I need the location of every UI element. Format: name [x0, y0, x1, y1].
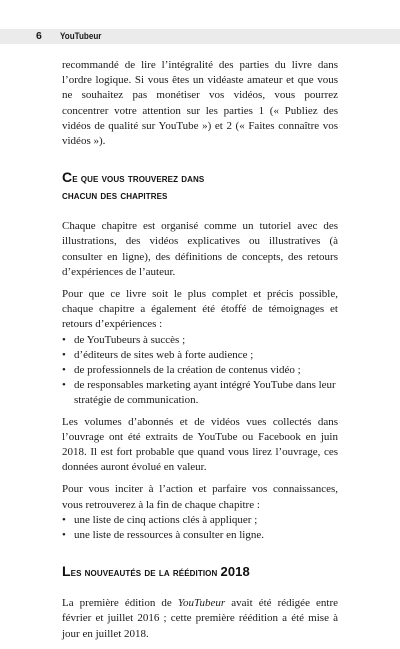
heading-year: 2018	[220, 564, 250, 580]
list-item: • de YouTubeurs à succès ;	[62, 333, 338, 348]
data-source-paragraph: Les volumes d’abonnés et de vidéos vues collectés dans l’ouvrage ont été extraits de YouTube ou Facebook en juin 2018. Il est fort probable que quand vous lirez l’ouvrage, ces données auront évolué en valeur.	[62, 415, 338, 474]
list-item: • d’éditeurs de sites web à forte audience ;	[62, 348, 338, 363]
end-of-chapter-paragraph: Pour vous inciter à l’action et parfaire vos connaissances, vous retrouverez à la fin de chaque chapitre :	[62, 483, 338, 511]
bullet-icon: •	[62, 529, 66, 542]
bullet-icon: •	[62, 513, 66, 526]
new-edition-paragraph: La première édition de YouTubeur avait été rédigée entre février et juillet 2016 ; cette première réédition a été mise à jour en juillet 2018.	[62, 597, 338, 640]
heading-line-2: chacun des chapitres	[62, 190, 168, 203]
bullet-icon: •	[62, 379, 66, 392]
running-title: YouTubeur	[60, 31, 102, 42]
bullet-icon: •	[62, 333, 66, 346]
heading-text: es nouveautés de la réédition	[70, 567, 218, 580]
heading-initial: C	[62, 169, 73, 186]
intro-paragraph: recommandé de lire l’intégralité des parties du livre dans l’ordre logique. Si vous êtes un vidéaste amateur et que vous ne souhaitez pas monétiser vos vidéos, vous pourrez concentrer votre attention sur les parties 1 (« Publiez des vidéos de qualité sur YouTube ») et 2 (« Faites connaître vos vidéos »).	[62, 59, 338, 148]
page-body	[62, 58, 338, 649]
chapter-structure-paragraph: Chaque chapitre est organisé comme un tutoriel avec des illustrations, des vidéos explicatives ou illustratives (à consulter en ligne), des définitions de concepts, des retours d’expériences de l’auteur.	[62, 220, 338, 278]
heading-initial: L	[62, 563, 71, 580]
section-heading-new-edition	[62, 563, 338, 582]
section-heading-contents	[62, 169, 338, 205]
list-item: • de responsables marketing ayant intégré YouTube dans leur stratégie de communication.	[62, 379, 336, 407]
list-item: • de professionnels de la création de contenus vidéo ;	[62, 363, 338, 378]
bullet-icon: •	[62, 364, 66, 377]
running-header	[0, 29, 400, 44]
page-number: 6	[36, 30, 42, 42]
testimonials-intro-paragraph: Pour que ce livre soit le plus complet et précis possible, chaque chapitre a également été étoffé de témoignages et retours d’expériences :	[62, 288, 338, 331]
testimonials-list	[62, 333, 338, 409]
list-item: • une liste de ressources à consulter en ligne.	[62, 528, 338, 543]
bullet-icon: •	[62, 348, 66, 361]
book-title: YouTubeur	[177, 597, 226, 610]
end-of-chapter-list	[62, 513, 338, 543]
heading-line-1: e que vous trouverez dans	[72, 173, 205, 186]
list-item: • une liste de cinq actions clés à appliquer ;	[62, 513, 338, 528]
